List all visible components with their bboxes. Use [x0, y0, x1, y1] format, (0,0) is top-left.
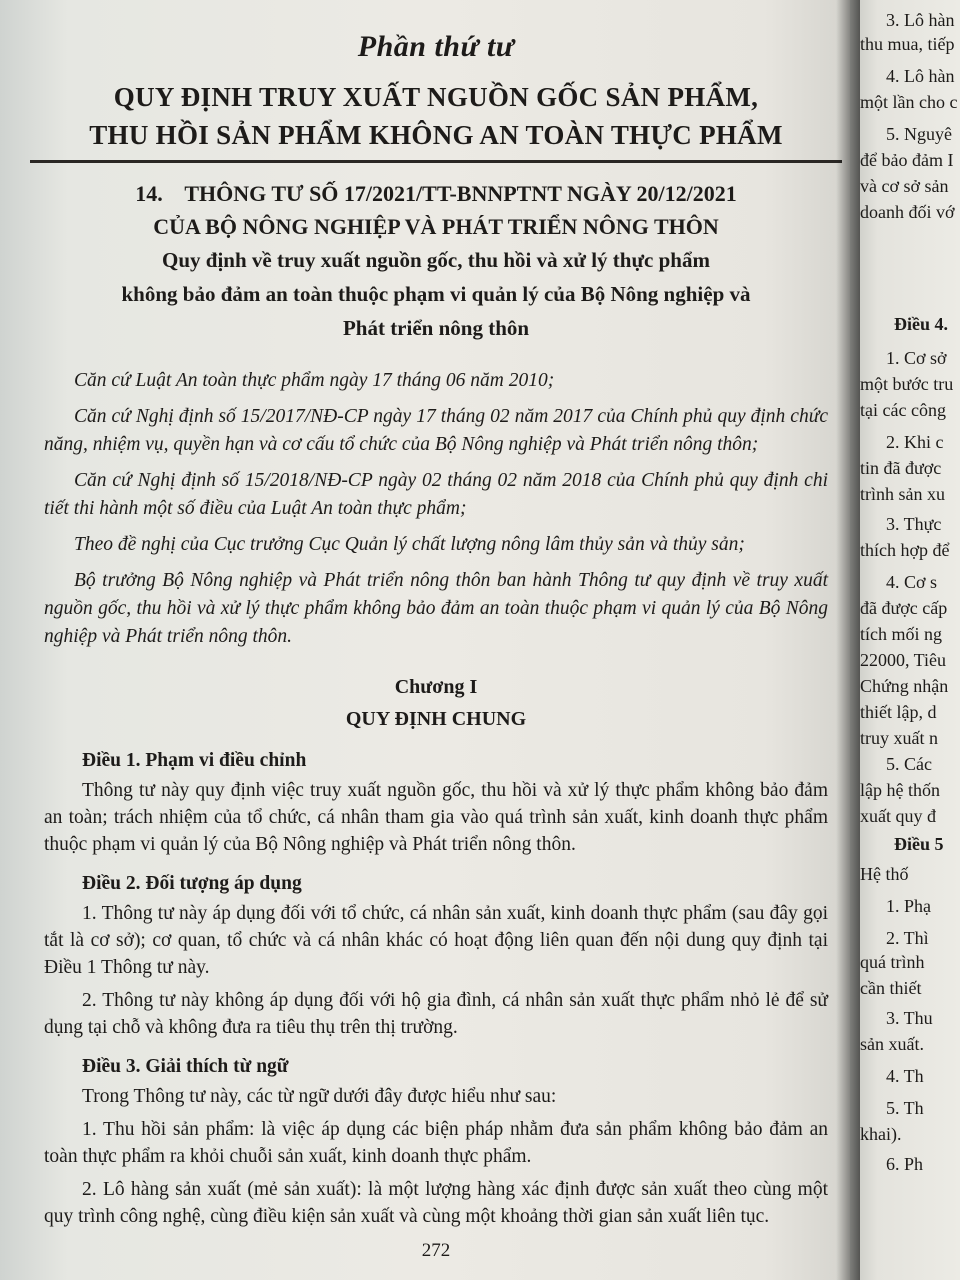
article-2	[44, 870, 828, 1041]
right-page-line: 1. Phạ	[886, 896, 931, 916]
doc-subtitle-line-1: Quy định về truy xuất nguồn gốc, thu hồi và xử lý thực phẩm	[162, 248, 710, 272]
right-page-line: 4. Cơ s	[886, 572, 938, 592]
right-page-line: tại các công	[860, 400, 946, 420]
right-page-line: thiết lập, d	[860, 702, 937, 722]
title-divider	[30, 160, 842, 163]
right-page-line: và cơ sở sản	[860, 176, 949, 196]
article-paragraph: 2. Thông tư này không áp dụng đối với hộ gia đình, cá nhân sản xuất thực phẩm nhỏ lẻ để sử dụng tại chỗ và không đưa ra tiêu thụ trên thị trường.	[44, 990, 828, 1038]
right-page-line: Hệ thố	[860, 864, 909, 884]
basis-paragraph: Căn cứ Nghị định số 15/2017/NĐ-CP ngày 17 tháng 02 năm 2017 của Chính phủ quy định chức năng, nhiệm vụ, quyền hạn và cơ cấu tổ chức của Bộ Nông nghiệp và Phát triển nông thôn;	[44, 406, 828, 455]
right-page-line: 1. Cơ sở	[886, 348, 947, 368]
right-page-line: Chứng nhận	[860, 676, 949, 696]
right-page-line: 3. Lô hàn	[886, 10, 955, 30]
chapter-number: Chương I	[394, 676, 478, 698]
right-page-line: một bước tru	[860, 374, 954, 394]
page-number: 272	[421, 1240, 451, 1261]
right-page-line: một lần cho c	[860, 92, 958, 112]
article-1	[44, 747, 828, 858]
right-page-line: quá trình	[860, 952, 925, 972]
right-page-line: cần thiết	[860, 978, 922, 998]
right-page-line: 5. Các	[886, 754, 932, 774]
article-paragraph: Trong Thông tư này, các từ ngữ dưới đây được hiểu như sau:	[82, 1086, 557, 1107]
part-title: Phần thứ tư	[357, 30, 515, 63]
basis-paragraph: Bộ trưởng Bộ Nông nghiệp và Phát triển nông thôn ban hành Thông tư quy định về truy xuất nguồn gốc, thu hồi và xử lý thực phẩm không bảo đảm an toàn thuộc phạm vi quản lý của Bộ Nông nghiệp và Phát triển nông thôn.	[44, 570, 828, 647]
article-heading: Điều 1. Phạm vi điều chỉnh	[82, 750, 307, 771]
right-page-line: 5. Nguyê	[886, 124, 952, 144]
basis-paragraph: Theo đề nghị của Cục trưởng Cục Quản lý chất lượng nông lâm thủy sản và thủy sản;	[74, 534, 745, 555]
right-page-line: Điều 4.	[894, 314, 948, 334]
main-title-line-1: QUY ĐỊNH TRUY XUẤT NGUỒN GỐC SẢN PHẨM,	[113, 82, 759, 112]
right-page-line: tin đã được	[860, 458, 942, 478]
main-title-line-2: THU HỒI SẢN PHẨM KHÔNG AN TOÀN THỰC PHẨM	[89, 120, 783, 150]
right-page-line: tích mối ng	[860, 624, 942, 644]
basis-paragraph: Căn cứ Luật An toàn thực phẩm ngày 17 tháng 06 năm 2010;	[74, 370, 555, 391]
right-page-line: lập hệ thốn	[860, 780, 940, 800]
legal-basis	[44, 367, 828, 651]
left-page-content	[44, 22, 828, 1261]
article-paragraph: 1. Thông tư này áp dụng đối với tổ chức, cá nhân sản xuất, kinh doanh thực phẩm (sau đây gọi tắt là cơ sở); cơ quan, tổ chức và cá nhân khác có hoạt động liên quan đến nội dung quy định tại Điều 1 Thông tư này.	[44, 903, 828, 978]
right-page-line: thu mua, tiếp	[860, 34, 955, 54]
article-paragraph: Thông tư này quy định việc truy xuất nguồn gốc, thu hồi và xử lý thực phẩm không bảo đảm an toàn; trách nhiệm của tổ chức, cá nhân tham gia vào quá trình sản xuất, kinh doanh thực phẩm thuộc phạm vi quản lý của Bộ Nông nghiệp và Phát triển nông thôn.	[44, 780, 828, 855]
article-paragraph: 2. Lô hàng sản xuất (mẻ sản xuất): là một lượng hàng xác định được sản xuất theo cùng một quy trình công nghệ, cùng điều kiện sản xuất và cùng một khoảng thời gian sản xuất liên tục.	[44, 1179, 828, 1227]
right-page-line: đã được cấp	[860, 598, 948, 618]
doc-title-line-2: CỦA BỘ NÔNG NGHIỆP VÀ PHÁT TRIỂN NÔNG THÔN	[153, 214, 719, 239]
doc-subtitle-line-3: Phát triển nông thôn	[342, 316, 530, 340]
right-page-line: để bảo đảm I	[860, 150, 954, 170]
right-page-line: 6. Ph	[886, 1154, 924, 1174]
right-page	[850, 0, 960, 1280]
article-paragraph: 1. Thu hồi sản phẩm: là việc áp dụng các biện pháp nhằm đưa sản phẩm không bảo đảm an toàn thực phẩm ra khỏi chuỗi sản xuất, kinh doanh thực phẩm.	[44, 1119, 828, 1167]
right-page-line: khai).	[860, 1124, 902, 1144]
doc-title-line-1: 14. THÔNG TƯ SỐ 17/2021/TT-BNNPTNT NGÀY 20/12/2021	[135, 181, 737, 206]
right-page-line: Điều 5	[894, 834, 944, 854]
basis-paragraph: Căn cứ Nghị định số 15/2018/NĐ-CP ngày 02 tháng 02 năm 2018 của Chính phủ quy định chi tiết thi hành một số điều của Luật An toàn thực phẩm;	[44, 470, 828, 519]
right-page-line: 3. Thu	[886, 1008, 933, 1028]
doc-subtitle-line-2: không bảo đảm an toàn thuộc phạm vi quản lý của Bộ Nông nghiệp và	[121, 282, 751, 306]
right-page-line: 4. Lô hàn	[886, 66, 955, 86]
right-page-line: 4. Th	[886, 1066, 924, 1086]
right-page-line: trình sản xu	[860, 484, 945, 504]
article-heading: Điều 2. Đối tượng áp dụng	[82, 873, 302, 894]
article-heading: Điều 3. Giải thích từ ngữ	[82, 1056, 289, 1077]
right-page-line: truy xuất n	[860, 728, 938, 748]
article-3	[44, 1053, 828, 1230]
chapter-name: QUY ĐỊNH CHUNG	[345, 708, 527, 730]
right-page-line: thích hợp để	[860, 540, 950, 560]
right-page-line: doanh đối vớ	[860, 202, 955, 222]
right-page-line: 5. Th	[886, 1098, 924, 1118]
right-page-line: 2. Thì	[886, 928, 929, 948]
right-page-line: xuất quy đ	[860, 806, 936, 826]
right-page-line: 2. Khi c	[886, 432, 944, 452]
right-page-line: 3. Thực	[886, 514, 942, 534]
right-page-line: 22000, Tiêu	[860, 650, 947, 670]
book-gutter	[836, 0, 860, 1280]
right-page-line: sản xuất.	[860, 1034, 924, 1054]
